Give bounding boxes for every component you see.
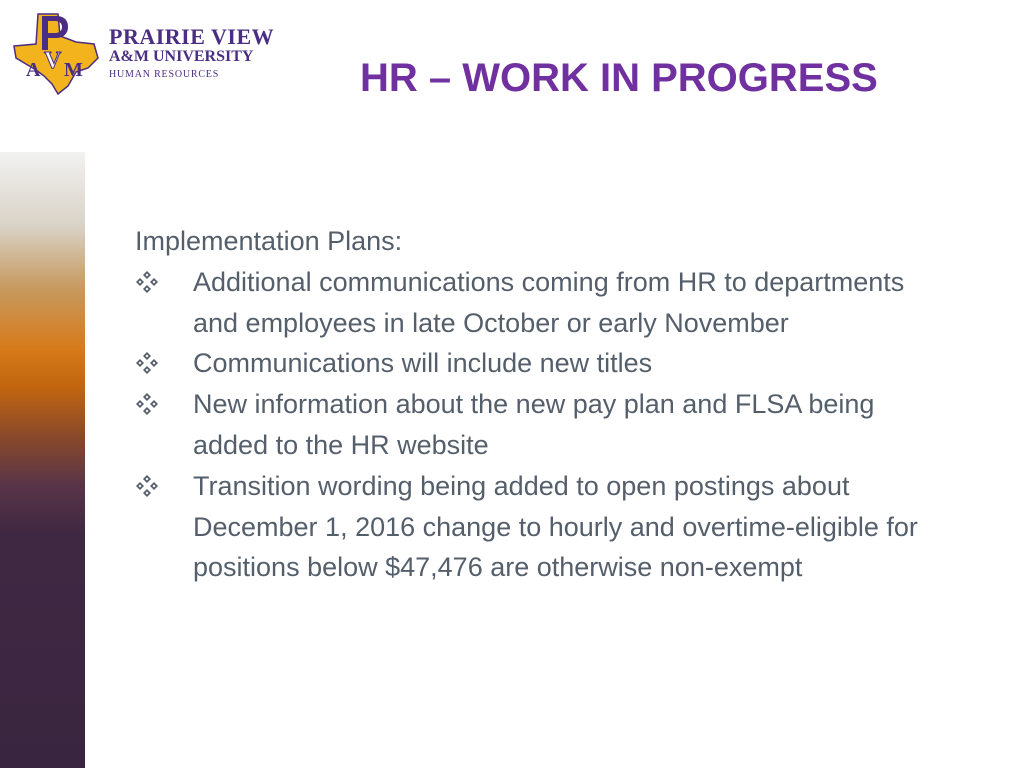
bullet-item (135, 262, 935, 344)
svg-text:A: A (26, 59, 41, 81)
slide-body (135, 221, 935, 588)
logo-university-name: PRAIRIE VIEW (109, 24, 275, 49)
logo-wordmark (109, 26, 274, 84)
pvamu-texas-logo-icon (6, 6, 106, 98)
four-diamond-bullet-icon (135, 351, 159, 375)
slide-title: HR – WORK IN PROGRESS (360, 56, 878, 100)
logo-university-suffix: A&M UNIVERSITY (109, 48, 254, 65)
four-diamond-bullet-icon (135, 270, 159, 294)
four-diamond-bullet-icon (135, 392, 159, 416)
bullet-text: Transition wording being added to open postings about December 1, 2016 change to hourly and overtime-eligible for positions below $47,476 are otherwise non-exempt (193, 470, 918, 583)
bullet-text: Additional communications coming from HR to departments and employees in late October or early November (193, 266, 905, 338)
bullet-item (135, 466, 935, 588)
bullet-item (135, 384, 935, 466)
bullet-text: New information about the new pay plan and FLSA being added to the HR website (193, 389, 875, 460)
logo-department: HUMAN RESOURCES (109, 69, 220, 80)
bullet-item (135, 343, 935, 384)
svg-text:M: M (64, 59, 83, 81)
decorative-side-gradient-bar (0, 152, 85, 768)
intro-text: Implementation Plans: (135, 226, 403, 256)
bullet-list (135, 262, 935, 588)
svg-text:V: V (44, 48, 62, 74)
bullet-text: Communications will include new titles (193, 348, 653, 379)
four-diamond-bullet-icon (135, 474, 159, 498)
university-logo (6, 6, 276, 98)
